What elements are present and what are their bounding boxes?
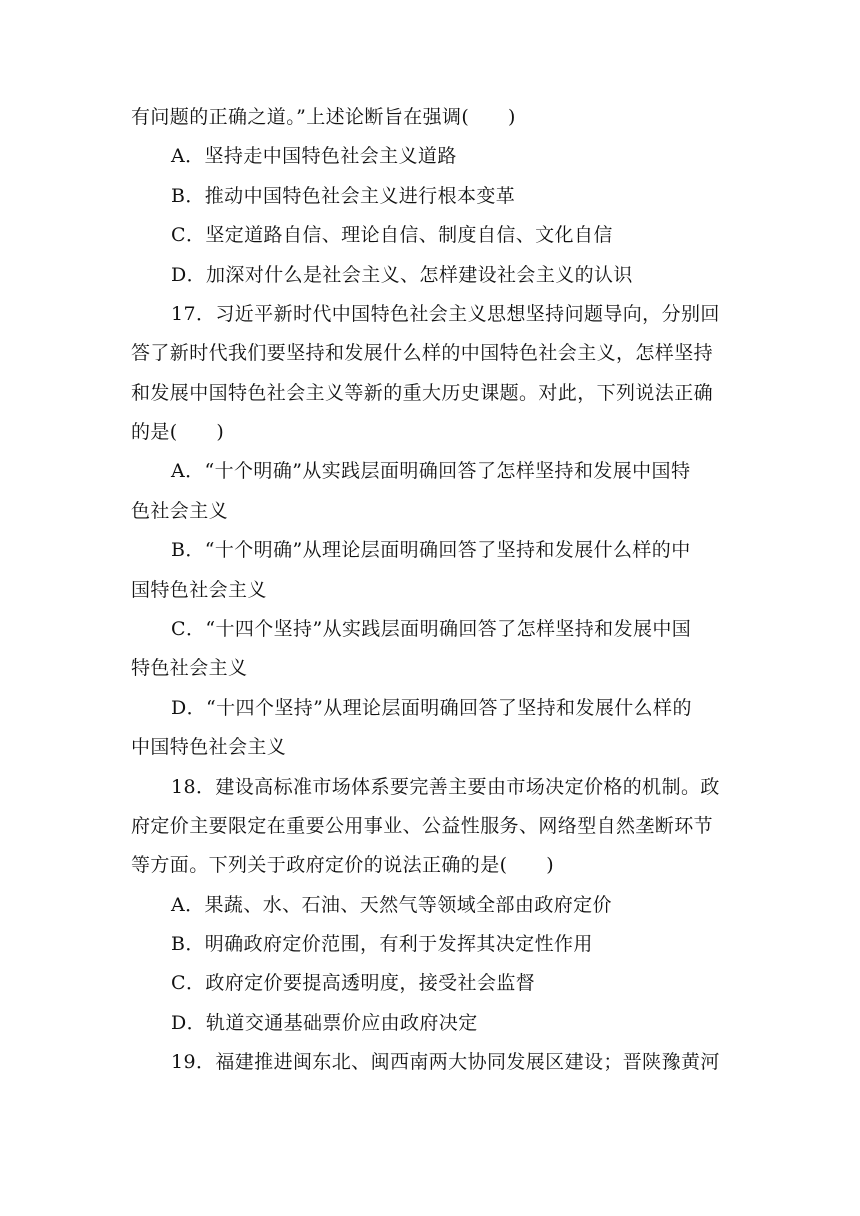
question-17-stem-line: 的是( ) [131, 421, 225, 443]
q18-option-b: B．明确政府定价范围，有利于发挥其决定性作用 [171, 933, 593, 955]
q17-option-b: B．“十个明确”从理论层面明确回答了坚持和发展什么样的中 [171, 539, 691, 561]
q17-option-c-cont: 特色社会主义 [131, 657, 248, 679]
q17-option-a: A．“十个明确”从实践层面明确回答了怎样坚持和发展中国特 [171, 460, 691, 482]
q17-option-a-cont: 色社会主义 [131, 500, 229, 522]
question-17-stem-line: 答了新时代我们要坚持和发展什么样的中国特色社会主义，怎样坚持 [131, 342, 714, 364]
question-17-stem-line: 17．习近平新时代中国特色社会主义思想坚持问题导向，分别回 [171, 303, 720, 325]
question-19-stem-line: 19．福建推进闽东北、闽西南两大协同发展区建设；晋陕豫黄河 [171, 1051, 720, 1073]
q18-option-a: A．果蔬、水、石油、天然气等领域全部由政府定价 [171, 894, 612, 916]
question-18-stem-line: 府定价主要限定在重要公用事业、公益性服务、网络型自然垄断环节 [131, 815, 714, 837]
question-18-stem-line: 等方面。下列关于政府定价的说法正确的是( ) [131, 854, 555, 876]
q18-option-d: D．轨道交通基础票价应由政府决定 [171, 1012, 478, 1034]
q17-option-d-cont: 中国特色社会主义 [131, 736, 287, 758]
q16-option-a: A．坚持走中国特色社会主义道路 [171, 145, 457, 167]
q17-option-c: C．“十四个坚持”从实践层面明确回答了怎样坚持和发展中国 [171, 618, 692, 640]
q18-option-c: C．政府定价要提高透明度，接受社会监督 [171, 972, 536, 994]
q16-option-d: D．加深对什么是社会主义、怎样建设社会主义的认识 [171, 264, 633, 286]
q17-option-d: D．“十四个坚持”从理论层面明确回答了坚持和发展什么样的 [171, 697, 692, 719]
question-17-stem-line: 和发展中国特色社会主义等新的重大历史课题。对此，下列说法正确 [131, 382, 714, 404]
question-16-stem-end: 有问题的正确之道。”上述论断旨在强调( ) [131, 106, 516, 128]
q16-option-b: B．推动中国特色社会主义进行根本变革 [171, 185, 516, 207]
q17-option-b-cont: 国特色社会主义 [131, 579, 267, 601]
question-18-stem-line: 18．建设高标准市场体系要完善主要由市场决定价格的机制。政 [171, 776, 720, 798]
q16-option-c: C．坚定道路自信、理论自信、制度自信、文化自信 [171, 224, 613, 246]
